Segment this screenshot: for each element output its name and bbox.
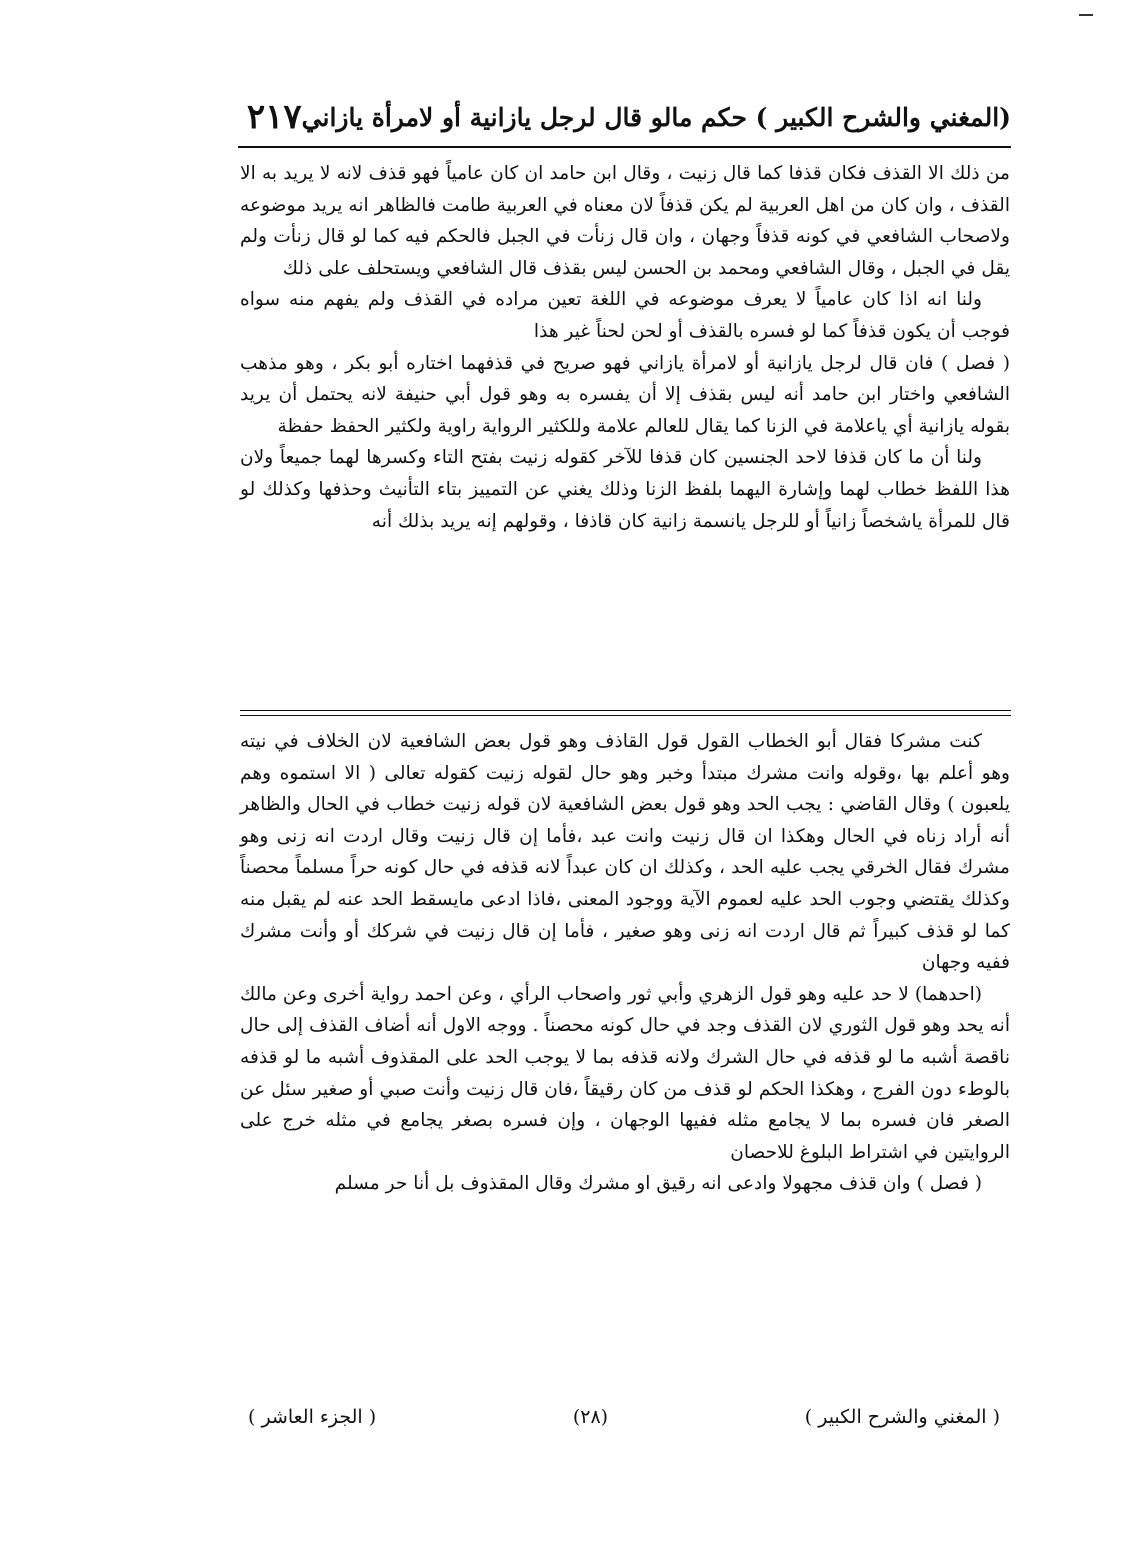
page-number: ٢١٧ bbox=[246, 97, 302, 137]
footnote-separator-top bbox=[240, 710, 1011, 711]
header-rule bbox=[238, 146, 1011, 148]
footer-sheet-number: (٢٨) bbox=[572, 1406, 609, 1428]
paragraph: ( فصل ) وان قذف مجهولا وادعى انه رقيق او مشرك وقال المقذوف بل أنا حر مسلم bbox=[334, 1173, 982, 1195]
running-header bbox=[238, 92, 1011, 142]
running-title: (المغني والشرح الكبير ) حكم مالو قال لرجل يازانية أو لامرأة يازاني bbox=[301, 102, 1011, 132]
paragraph: ولنا أن ما كان قذفا لاحد الجنسين كان قذفا للآخر كقوله زنيت بفتح التاء وكسرها لهما جميعاً ولان هذا اللفظ خطاب لهما وإشارة اليهما بلفظ الزنا وذلك يغني عن التمييز بتاء التأنيث وحذفها وكذلك لو قال للمرأة ياشخصاً زانياً أو للرجل يانسمة زانية كان قاذفا ، وقولهم إنه يريد بذلك أنه bbox=[240, 447, 1010, 532]
footer-book-title: ( المغني والشرح الكبير ) bbox=[804, 1406, 1000, 1428]
main-text bbox=[240, 158, 1010, 537]
footer-volume: ( الجزء العاشر ) bbox=[248, 1406, 377, 1428]
paragraph: كنت مشركا فقال أبو الخطاب القول قول القاذف وهو قول بعض الشافعية لان الخلاف في نيته وهو أعلم بها ،وقوله وانت مشرك مبتدأ وخبر وهو حال لقوله زنيت كقوله تعالى ( الا استموه وهم يلعبون ) وقال القاضي : يجب الحد وهو قول بعض الشافعية لان قوله زنيت خطاب في الحال والظاهر أنه أراد زناه في الحال وهكذا ان قال زنيت وانت عبد ،فأما إن قال زنيت وقال اردت انه زنى وهو مشرك فقال الخرقي يجب عليه الحد ، وكذلك ان كان عبداً لانه قذفه في حال كونه حراً مسلماً محصناً وكذلك يقتضي وجوب الحد عليه لعموم الآية ووجود المعنى ،فاذا ادعى مايسقط الحد عنه لم يقبل منه كما لو قذف كبيراً ثم قال اردت انه زنى وهو صغير ، فأما إن قال زنيت في شركك أو وأنت مشرك ففيه وجهان bbox=[240, 731, 1010, 974]
paragraph: من ذلك الا القذف فكان قذفا كما قال زنيت ، وقال ابن حامد ان كان عامياً فهو قذف لانه لا يريد به الا القذف ، وان كان من اهل العربية لم يكن قذفاً لان معناه في العربية طامت فالظاهر انه يريد موضوعه ولاصحاب الشافعي في كونه قذفاً وجهان ، وان قال زنأت في الجبل فالحكم فيه كما لو قال زنأت ولم يقل في الجبل ، وقال الشافعي ومحمد بن الحسن ليس بقذف قال الشافعي ويستحلف على ذلك bbox=[240, 163, 1010, 279]
top-corner-mark bbox=[1079, 14, 1093, 16]
paragraph: (احدهما) لا حد عليه وهو قول الزهري وأبي ثور واصحاب الرأي ، وعن احمد رواية أخرى وعن مالك أنه يحد وهو قول الثوري لان القذف وجد في حال كونه محصناً . ووجه الاول أنه أضاف القذف إلى حال ناقصة أشبه ما لو قذفه في حال الشرك ولانه قذفه بما لا يوجب الحد على المقذوف أشبه ما لو قذفه بالوطء دون الفرج ، وهكذا الحكم لو قذف من كان رقيقاً ،فان قال زنيت وأنت صبي أو صغير سئل عن الصغر فان فسره بما لا يجامع مثله ففيها الوجهان ، وإن فسره بصغر يجامع في مثله خرج على الروايتين في اشتراط البلوغ للاحصان bbox=[240, 983, 1010, 1163]
page-footer bbox=[248, 1406, 1000, 1428]
paragraph: ولنا انه اذا كان عامياً لا يعرف موضوعه في اللغة تعين مراده في القذف ولم يفهم منه سواه فوجب أن يكون قذفاً كما لو فسره بالقذف أو لحن لحناً غير هذا bbox=[240, 289, 1010, 342]
paragraph: ( فصل ) فان قال لرجل يازانية أو لامرأة يازاني فهو صريح في قذفهما اختاره أبو بكر ، وهو مذهب الشافعي واختار ابن حامد أنه ليس بقذف إلا أن يفسره به وهو قول أبي حنيفة لانه يحتمل أن يريد بقوله يازانية أي ياعلامة في الزنا كما يقال للعالم علامة وللكثير الرواية راوية ولكثير الحفظ حفظة bbox=[240, 352, 1010, 437]
footnote-separator-bottom bbox=[240, 715, 1011, 716]
commentary-text bbox=[240, 726, 1010, 1200]
